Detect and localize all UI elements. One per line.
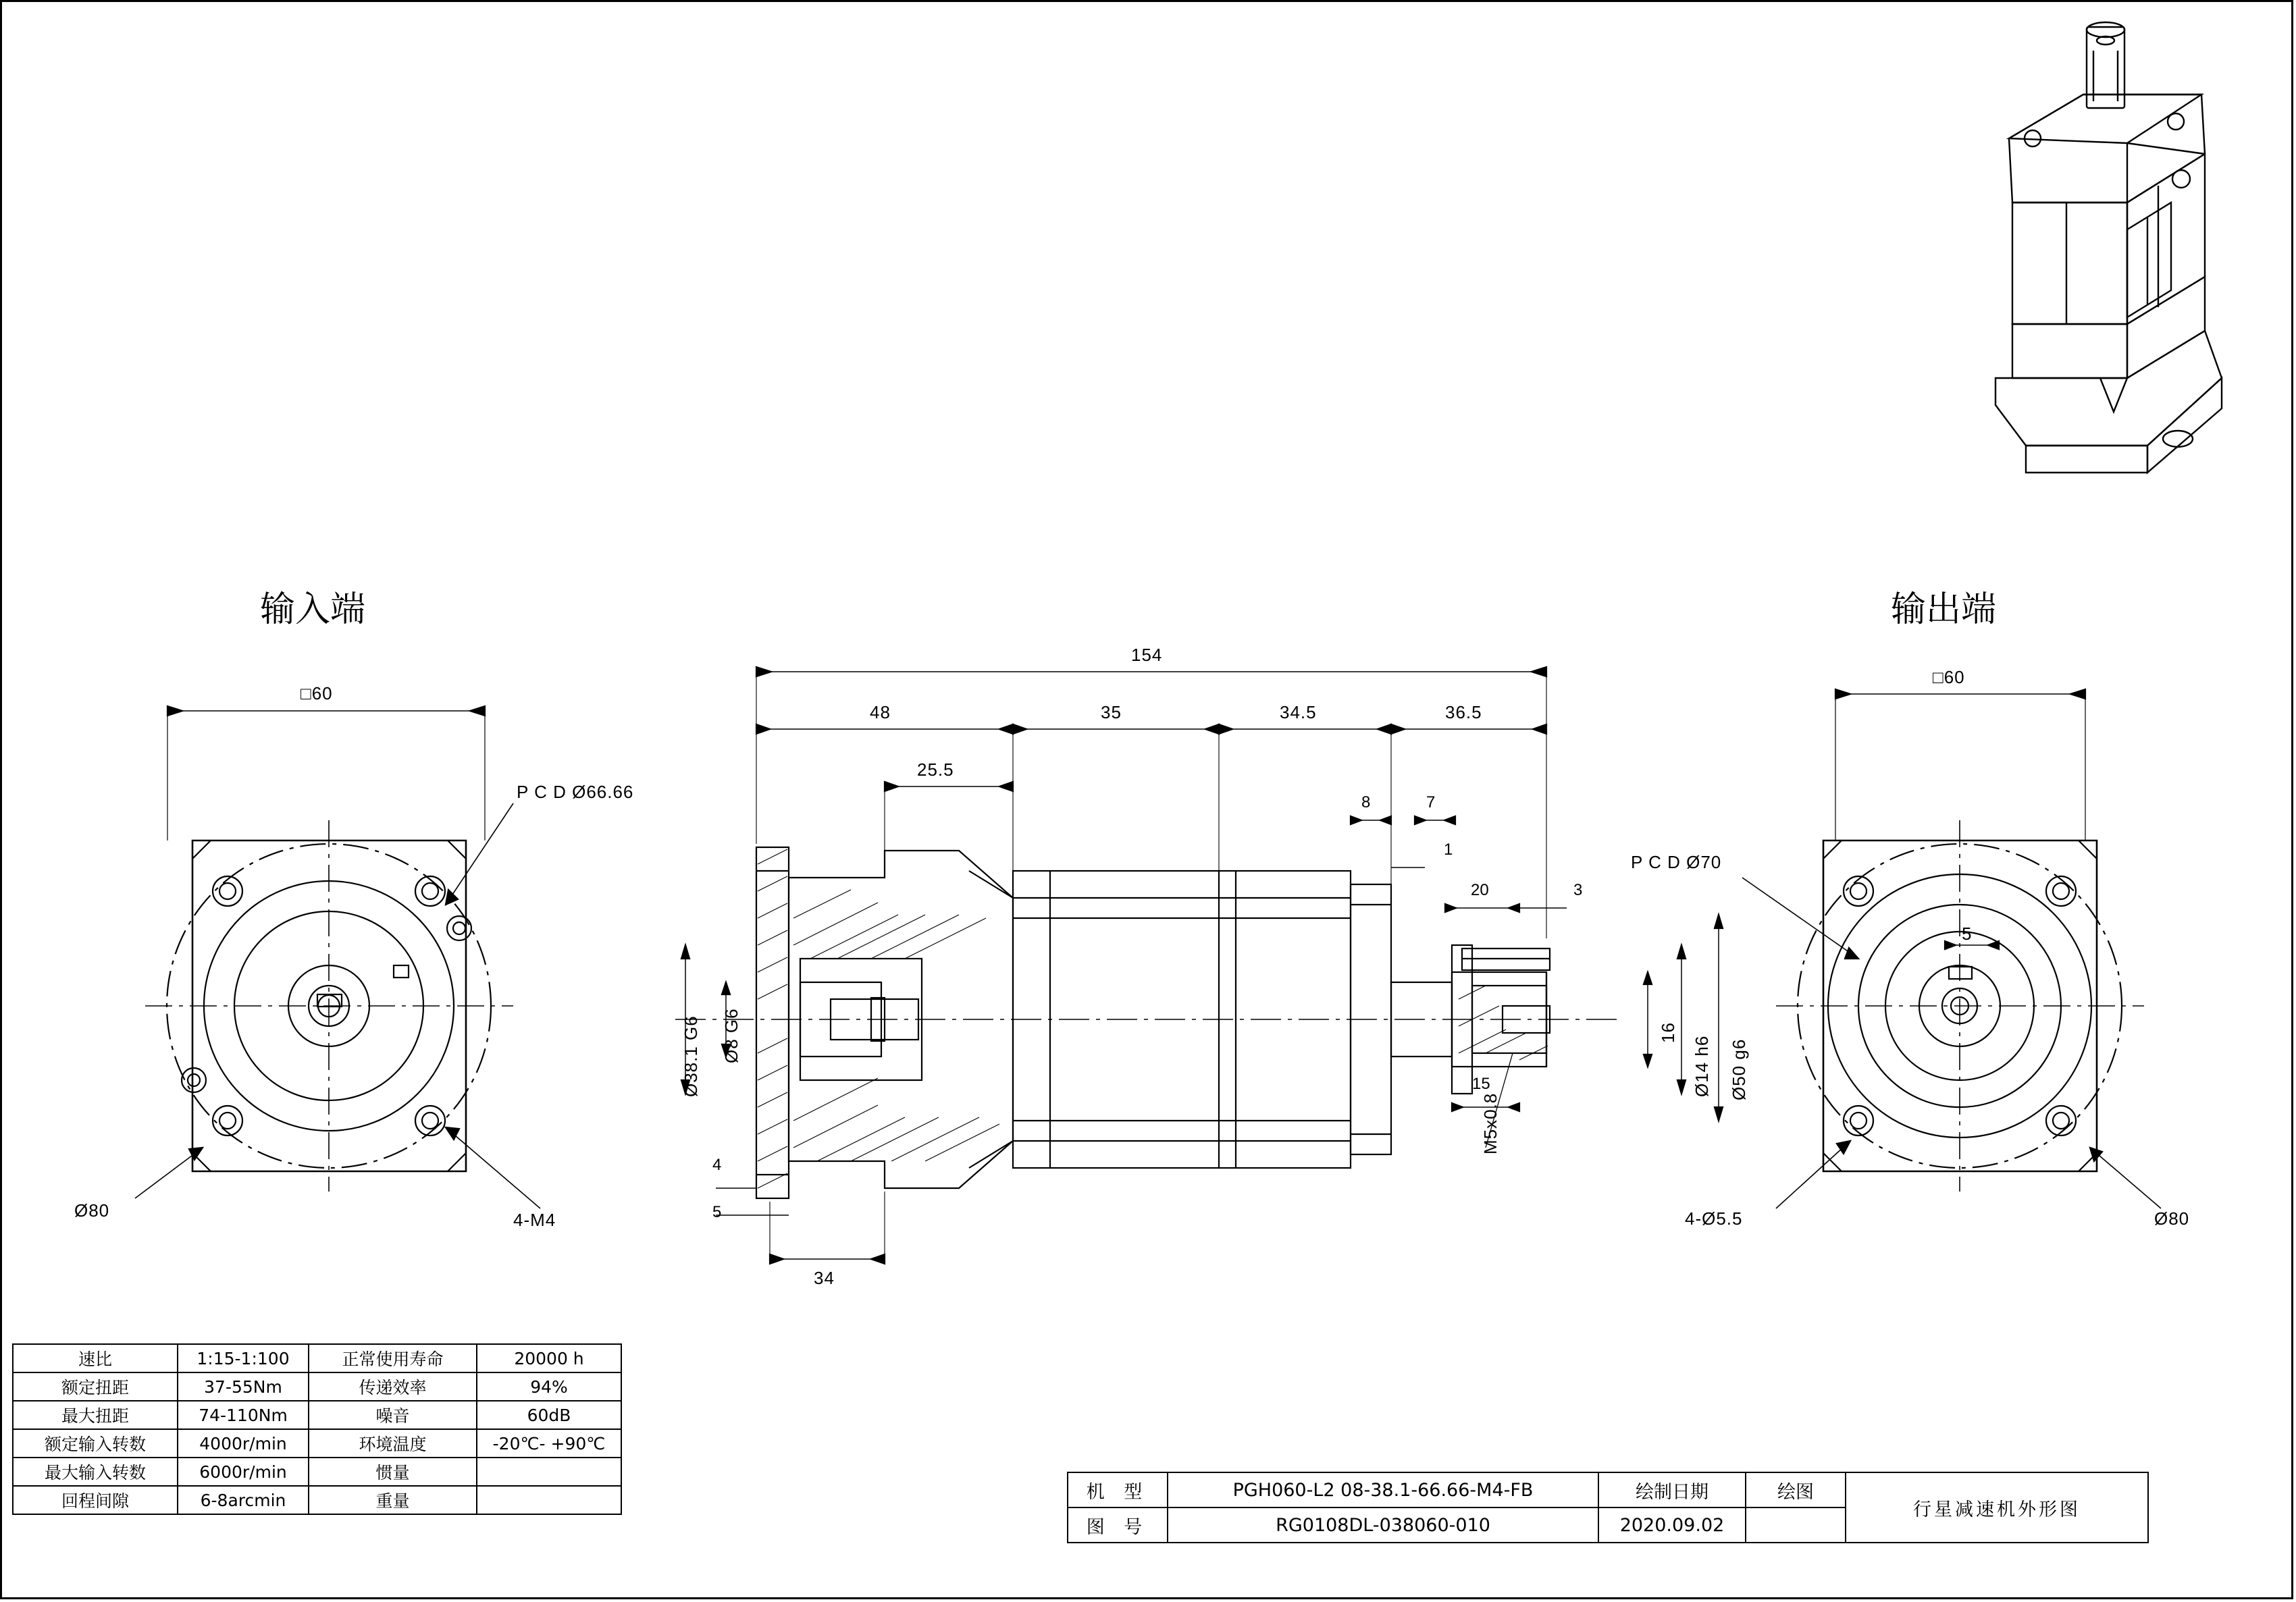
input-shaft-dia-dim: Ø8 G6 bbox=[721, 1008, 741, 1063]
spec-table bbox=[12, 1343, 622, 1515]
seg-255-dim: 25.5 bbox=[917, 759, 954, 780]
drawing-title: 行星减速机外形图 bbox=[1846, 1472, 2148, 1543]
spec-value: 94% bbox=[477, 1372, 621, 1401]
spec-key: 正常使用寿命 bbox=[309, 1344, 477, 1372]
spec-value: 74-110Nm bbox=[178, 1401, 309, 1429]
output-shaft-dia-dim: Ø14 h6 bbox=[1692, 1035, 1712, 1097]
output-holes-dim: 4-Ø5.5 bbox=[1685, 1208, 1743, 1229]
seg-20-dim: 20 bbox=[1471, 881, 1489, 899]
seg-3-dim: 3 bbox=[1573, 881, 1583, 899]
spec-value: 1:15-1:100 bbox=[178, 1344, 309, 1372]
spec-value: 60dB bbox=[477, 1401, 621, 1429]
seg-8-dim: 8 bbox=[1361, 793, 1371, 811]
seg-345-dim: 34.5 bbox=[1280, 702, 1317, 722]
date-value: 2020.09.02 bbox=[1598, 1507, 1746, 1543]
model-value: PGH060-L2 08-38.1-66.66-M4-FB bbox=[1168, 1472, 1598, 1507]
isometric-view bbox=[1995, 22, 2222, 473]
output-end-label: 输出端 bbox=[1891, 589, 1997, 630]
spec-key: 回程间隙 bbox=[13, 1486, 178, 1514]
drawing-number-value: RG0108DL-038060-010 bbox=[1168, 1507, 1598, 1543]
spec-key: 传递效率 bbox=[309, 1372, 477, 1401]
title-block bbox=[1067, 1472, 2149, 1543]
seg-4-dim: 4 bbox=[712, 1156, 722, 1174]
output-pilot-dia-dim: Ø50 g6 bbox=[1729, 1038, 1749, 1100]
table-row bbox=[13, 1458, 621, 1486]
drawing-number-key: 图 号 bbox=[1068, 1507, 1168, 1543]
spec-value: 6-8arcmin bbox=[178, 1486, 309, 1514]
table-row bbox=[13, 1344, 621, 1372]
input-holes-dim: 4-M4 bbox=[513, 1210, 556, 1230]
drawer-key: 绘图 bbox=[1746, 1472, 1846, 1507]
spec-key: 最大扭距 bbox=[13, 1401, 178, 1429]
seg-34-dim: 34 bbox=[814, 1268, 835, 1288]
seg-15-dim: 15 bbox=[1472, 1075, 1490, 1093]
drawer-value bbox=[1746, 1507, 1846, 1543]
output-outer-dia-dim: Ø80 bbox=[2154, 1208, 2190, 1229]
seg-365-dim: 36.5 bbox=[1445, 702, 1482, 722]
spec-value bbox=[477, 1486, 621, 1514]
spec-key: 速比 bbox=[13, 1344, 178, 1372]
input-end-view bbox=[135, 706, 540, 1208]
seg-7-dim: 7 bbox=[1426, 793, 1436, 811]
seg-35-dim: 35 bbox=[1101, 702, 1122, 722]
input-square-dim: □60 bbox=[301, 683, 333, 703]
spec-key: 额定扭距 bbox=[13, 1372, 178, 1401]
title-block-row-model bbox=[1068, 1472, 2148, 1507]
seg-1-dim: 1 bbox=[1444, 840, 1453, 859]
cross-section-view bbox=[675, 667, 1723, 1264]
date-key: 绘制日期 bbox=[1598, 1472, 1746, 1507]
spec-value: 6000r/min bbox=[178, 1458, 309, 1486]
spec-value bbox=[477, 1458, 621, 1486]
spec-value: -20℃- +90℃ bbox=[477, 1429, 621, 1458]
table-row bbox=[13, 1372, 621, 1401]
input-end-label: 输入端 bbox=[260, 589, 366, 630]
flange-dia-dim: Ø38.1 G6 bbox=[681, 1015, 701, 1097]
table-row bbox=[13, 1401, 621, 1429]
spec-key: 重量 bbox=[309, 1486, 477, 1514]
spec-value: 37-55Nm bbox=[178, 1372, 309, 1401]
seg-48-dim: 48 bbox=[870, 702, 891, 722]
table-row bbox=[13, 1486, 621, 1514]
spec-key: 最大输入转数 bbox=[13, 1458, 178, 1486]
spec-key: 噪音 bbox=[309, 1401, 477, 1429]
spec-value: 4000r/min bbox=[178, 1429, 309, 1458]
thread-dim: M5x0.8 bbox=[1480, 1092, 1501, 1154]
output-key-dim: 5 bbox=[1962, 924, 1973, 944]
spec-key: 额定输入转数 bbox=[13, 1429, 178, 1458]
model-key: 机 型 bbox=[1068, 1472, 1168, 1507]
seg-5-dim: 5 bbox=[712, 1203, 722, 1221]
total-length-dim: 154 bbox=[1131, 645, 1163, 665]
spec-value: 20000 h bbox=[477, 1344, 621, 1372]
table-row bbox=[13, 1429, 621, 1458]
spec-key: 惯量 bbox=[309, 1458, 477, 1486]
input-outer-dia-dim: Ø80 bbox=[74, 1200, 110, 1221]
output-end-view bbox=[1742, 689, 2161, 1208]
output-pcd-dim: P C D Ø70 bbox=[1631, 852, 1722, 872]
spec-key: 环境温度 bbox=[309, 1429, 477, 1458]
output-square-dim: □60 bbox=[1933, 667, 1965, 687]
input-pcd-dim: P C D Ø66.66 bbox=[517, 782, 634, 802]
seg-16-dim: 16 bbox=[1658, 1022, 1678, 1043]
